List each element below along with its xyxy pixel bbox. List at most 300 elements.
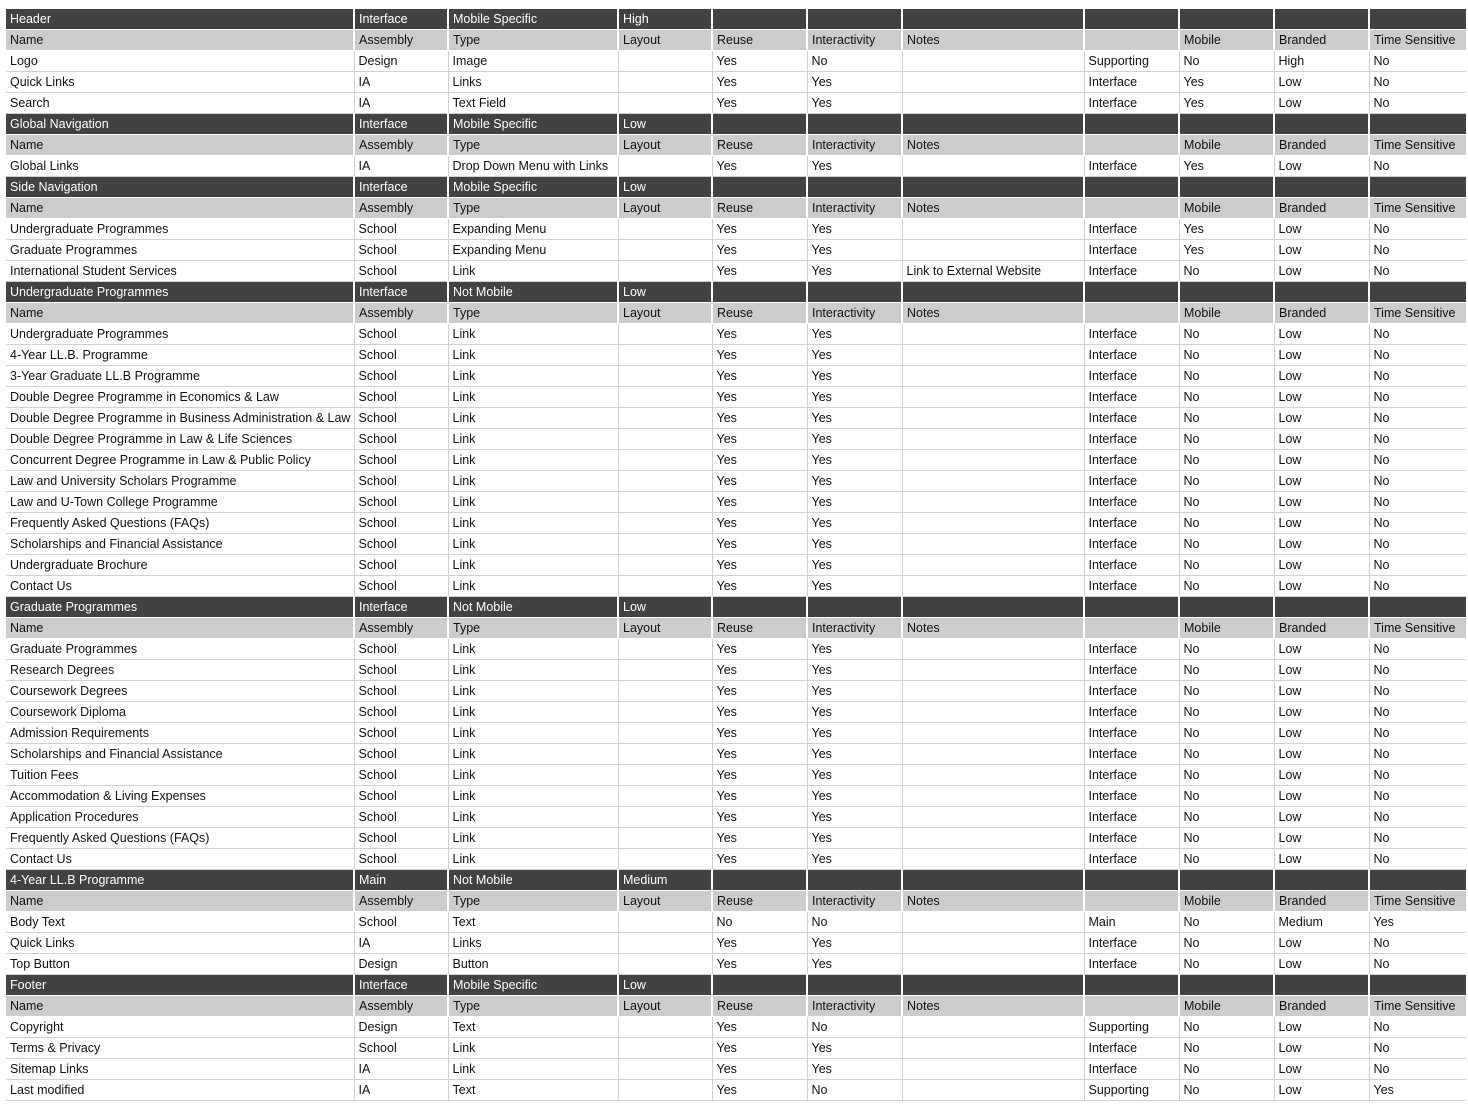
table-cell[interactable]: Yes bbox=[712, 576, 807, 597]
section-title-cell[interactable]: Low bbox=[618, 975, 712, 996]
table-cell[interactable]: Low bbox=[1274, 1017, 1369, 1038]
column-header-cell[interactable] bbox=[1084, 996, 1179, 1017]
column-header-cell[interactable]: Branded bbox=[1274, 30, 1369, 51]
table-cell[interactable]: Scholarships and Financial Assistance bbox=[6, 534, 354, 555]
column-header-cell[interactable]: Assembly bbox=[354, 135, 448, 156]
column-header-cell[interactable]: Layout bbox=[618, 198, 712, 219]
section-title-cell[interactable] bbox=[712, 282, 807, 303]
table-cell[interactable]: No bbox=[1179, 51, 1274, 72]
table-cell[interactable] bbox=[902, 1038, 1084, 1059]
table-cell[interactable]: IA bbox=[354, 72, 448, 93]
table-cell[interactable]: Yes bbox=[1179, 240, 1274, 261]
table-cell[interactable]: Interface bbox=[1084, 240, 1179, 261]
table-cell[interactable]: Yes bbox=[1179, 93, 1274, 114]
column-header-cell[interactable]: Assembly bbox=[354, 996, 448, 1017]
table-cell[interactable] bbox=[618, 471, 712, 492]
table-cell[interactable]: Supporting bbox=[1084, 1080, 1179, 1101]
table-cell[interactable]: No bbox=[1369, 324, 1466, 345]
table-cell[interactable]: Low bbox=[1274, 933, 1369, 954]
table-cell[interactable]: No bbox=[1179, 702, 1274, 723]
table-cell[interactable]: No bbox=[1179, 1017, 1274, 1038]
column-header-cell[interactable]: Time Sensitive bbox=[1369, 891, 1466, 912]
table-cell[interactable]: IA bbox=[354, 156, 448, 177]
section-title-cell[interactable]: Graduate Programmes bbox=[6, 597, 354, 618]
table-cell[interactable]: Design bbox=[354, 1017, 448, 1038]
table-cell[interactable]: Yes bbox=[712, 954, 807, 975]
table-cell[interactable]: Yes bbox=[712, 723, 807, 744]
section-title-cell[interactable]: Interface bbox=[354, 114, 448, 135]
table-cell[interactable]: Link bbox=[448, 408, 618, 429]
column-header-cell[interactable]: Interactivity bbox=[807, 891, 902, 912]
table-cell[interactable] bbox=[902, 555, 1084, 576]
table-cell[interactable]: Yes bbox=[807, 576, 902, 597]
table-cell[interactable] bbox=[902, 534, 1084, 555]
table-cell[interactable] bbox=[902, 240, 1084, 261]
table-cell[interactable]: Yes bbox=[712, 429, 807, 450]
table-cell[interactable] bbox=[902, 51, 1084, 72]
table-cell[interactable]: Yes bbox=[712, 828, 807, 849]
table-cell[interactable]: School bbox=[354, 471, 448, 492]
table-cell[interactable]: Yes bbox=[712, 471, 807, 492]
column-header-cell[interactable]: Interactivity bbox=[807, 135, 902, 156]
section-title-cell[interactable]: High bbox=[618, 9, 712, 30]
table-cell[interactable]: Link bbox=[448, 387, 618, 408]
table-cell[interactable]: Yes bbox=[712, 702, 807, 723]
column-header-cell[interactable]: Branded bbox=[1274, 891, 1369, 912]
column-header-cell[interactable]: Notes bbox=[902, 135, 1084, 156]
table-cell[interactable]: Law and U-Town College Programme bbox=[6, 492, 354, 513]
table-cell[interactable] bbox=[618, 1038, 712, 1059]
table-cell[interactable]: Yes bbox=[807, 765, 902, 786]
section-title-cell[interactable] bbox=[1179, 282, 1274, 303]
table-cell[interactable]: Supporting bbox=[1084, 1017, 1179, 1038]
section-title-cell[interactable]: Not Mobile bbox=[448, 282, 618, 303]
table-cell[interactable] bbox=[902, 765, 1084, 786]
section-title-cell[interactable]: Header bbox=[6, 9, 354, 30]
table-cell[interactable]: Yes bbox=[1179, 156, 1274, 177]
table-cell[interactable]: No bbox=[1369, 660, 1466, 681]
table-cell[interactable]: School bbox=[354, 639, 448, 660]
table-cell[interactable]: No bbox=[1369, 387, 1466, 408]
table-cell[interactable]: Coursework Degrees bbox=[6, 681, 354, 702]
table-cell[interactable]: Scholarships and Financial Assistance bbox=[6, 744, 354, 765]
table-cell[interactable]: Yes bbox=[712, 681, 807, 702]
table-cell[interactable]: IA bbox=[354, 1059, 448, 1080]
column-header-cell[interactable]: Reuse bbox=[712, 996, 807, 1017]
table-cell[interactable]: Link bbox=[448, 786, 618, 807]
table-cell[interactable] bbox=[902, 471, 1084, 492]
column-header-cell[interactable]: Type bbox=[448, 135, 618, 156]
table-cell[interactable]: Yes bbox=[807, 513, 902, 534]
table-cell[interactable] bbox=[618, 849, 712, 870]
table-cell[interactable]: School bbox=[354, 723, 448, 744]
table-cell[interactable]: No bbox=[1369, 723, 1466, 744]
column-header-cell[interactable]: Assembly bbox=[354, 30, 448, 51]
table-cell[interactable]: Top Button bbox=[6, 954, 354, 975]
column-header-cell[interactable]: Mobile bbox=[1179, 30, 1274, 51]
table-cell[interactable]: No bbox=[1369, 156, 1466, 177]
table-cell[interactable]: No bbox=[807, 912, 902, 933]
table-cell[interactable]: Interface bbox=[1084, 513, 1179, 534]
table-cell[interactable]: No bbox=[1369, 933, 1466, 954]
table-cell[interactable]: Interface bbox=[1084, 849, 1179, 870]
table-cell[interactable]: Links bbox=[448, 72, 618, 93]
section-title-cell[interactable]: Mobile Specific bbox=[448, 975, 618, 996]
section-title-cell[interactable] bbox=[1369, 114, 1466, 135]
section-title-cell[interactable]: Main bbox=[354, 870, 448, 891]
column-header-cell[interactable]: Name bbox=[6, 30, 354, 51]
table-cell[interactable]: Text bbox=[448, 1017, 618, 1038]
column-header-cell[interactable]: Branded bbox=[1274, 618, 1369, 639]
section-title-cell[interactable] bbox=[712, 597, 807, 618]
table-cell[interactable]: Low bbox=[1274, 1059, 1369, 1080]
table-cell[interactable] bbox=[902, 639, 1084, 660]
table-cell[interactable]: No bbox=[1369, 366, 1466, 387]
table-cell[interactable]: Yes bbox=[712, 366, 807, 387]
table-cell[interactable]: Low bbox=[1274, 723, 1369, 744]
table-cell[interactable]: Low bbox=[1274, 786, 1369, 807]
column-header-cell[interactable] bbox=[1084, 30, 1179, 51]
section-title-cell[interactable]: Undergraduate Programmes bbox=[6, 282, 354, 303]
section-title-cell[interactable] bbox=[1179, 597, 1274, 618]
table-cell[interactable]: Medium bbox=[1274, 912, 1369, 933]
table-cell[interactable]: Link bbox=[448, 765, 618, 786]
section-title-cell[interactable]: 4-Year LL.B Programme bbox=[6, 870, 354, 891]
column-header-cell[interactable]: Branded bbox=[1274, 135, 1369, 156]
table-cell[interactable]: No bbox=[1369, 219, 1466, 240]
table-cell[interactable]: No bbox=[1179, 366, 1274, 387]
table-cell[interactable]: Yes bbox=[712, 660, 807, 681]
table-cell[interactable]: Text bbox=[448, 1080, 618, 1101]
table-cell[interactable]: Yes bbox=[807, 639, 902, 660]
table-cell[interactable]: No bbox=[1179, 660, 1274, 681]
table-cell[interactable]: Yes bbox=[807, 1038, 902, 1059]
table-cell[interactable]: No bbox=[1369, 240, 1466, 261]
column-header-cell[interactable]: Layout bbox=[618, 891, 712, 912]
section-title-cell[interactable] bbox=[902, 9, 1084, 30]
section-title-cell[interactable] bbox=[807, 9, 902, 30]
section-title-cell[interactable] bbox=[712, 870, 807, 891]
section-title-cell[interactable] bbox=[1274, 9, 1369, 30]
section-title-cell[interactable] bbox=[807, 597, 902, 618]
table-cell[interactable] bbox=[902, 1017, 1084, 1038]
table-cell[interactable] bbox=[618, 513, 712, 534]
table-cell[interactable] bbox=[618, 786, 712, 807]
table-cell[interactable]: Application Procedures bbox=[6, 807, 354, 828]
table-cell[interactable]: No bbox=[1179, 408, 1274, 429]
table-cell[interactable]: Interface bbox=[1084, 702, 1179, 723]
table-cell[interactable]: No bbox=[1179, 261, 1274, 282]
table-cell[interactable]: Low bbox=[1274, 450, 1369, 471]
table-cell[interactable]: Yes bbox=[807, 345, 902, 366]
column-header-cell[interactable]: Name bbox=[6, 891, 354, 912]
table-cell[interactable]: No bbox=[1369, 555, 1466, 576]
section-title-cell[interactable]: Low bbox=[618, 597, 712, 618]
section-title-cell[interactable]: Low bbox=[618, 282, 712, 303]
table-cell[interactable]: School bbox=[354, 345, 448, 366]
table-cell[interactable]: No bbox=[1369, 51, 1466, 72]
table-cell[interactable]: No bbox=[1369, 1038, 1466, 1059]
table-cell[interactable]: Quick Links bbox=[6, 933, 354, 954]
table-cell[interactable]: Link bbox=[448, 492, 618, 513]
table-cell[interactable]: Link bbox=[448, 471, 618, 492]
table-cell[interactable]: No bbox=[1369, 744, 1466, 765]
table-cell[interactable]: Yes bbox=[712, 1080, 807, 1101]
table-cell[interactable]: Copyright bbox=[6, 1017, 354, 1038]
column-header-cell[interactable]: Mobile bbox=[1179, 135, 1274, 156]
table-cell[interactable]: Low bbox=[1274, 324, 1369, 345]
column-header-cell[interactable]: Assembly bbox=[354, 618, 448, 639]
table-cell[interactable]: Global Links bbox=[6, 156, 354, 177]
table-cell[interactable]: Double Degree Programme in Business Administration & Law bbox=[6, 408, 354, 429]
table-cell[interactable]: Low bbox=[1274, 345, 1369, 366]
column-header-cell[interactable]: Mobile bbox=[1179, 891, 1274, 912]
section-title-cell[interactable] bbox=[1369, 870, 1466, 891]
table-cell[interactable]: Expanding Menu bbox=[448, 219, 618, 240]
table-cell[interactable]: Yes bbox=[712, 807, 807, 828]
table-cell[interactable]: Yes bbox=[712, 786, 807, 807]
table-cell[interactable]: Links bbox=[448, 933, 618, 954]
table-cell[interactable] bbox=[902, 1080, 1084, 1101]
table-cell[interactable]: Yes bbox=[807, 492, 902, 513]
column-header-cell[interactable]: Interactivity bbox=[807, 198, 902, 219]
column-header-cell[interactable]: Assembly bbox=[354, 198, 448, 219]
table-cell[interactable]: Design bbox=[354, 51, 448, 72]
column-header-cell[interactable] bbox=[1084, 891, 1179, 912]
section-title-cell[interactable]: Not Mobile bbox=[448, 597, 618, 618]
table-cell[interactable]: No bbox=[1179, 849, 1274, 870]
table-cell[interactable]: Link bbox=[448, 555, 618, 576]
table-cell[interactable]: Yes bbox=[807, 681, 902, 702]
section-title-cell[interactable]: Interface bbox=[354, 177, 448, 198]
table-cell[interactable]: Interface bbox=[1084, 555, 1179, 576]
table-cell[interactable]: Yes bbox=[807, 156, 902, 177]
section-title-cell[interactable] bbox=[1274, 282, 1369, 303]
table-cell[interactable] bbox=[618, 51, 712, 72]
table-cell[interactable]: Interface bbox=[1084, 828, 1179, 849]
table-cell[interactable]: Yes bbox=[807, 1059, 902, 1080]
table-cell[interactable] bbox=[618, 324, 712, 345]
table-cell[interactable] bbox=[618, 723, 712, 744]
table-cell[interactable]: Frequently Asked Questions (FAQs) bbox=[6, 513, 354, 534]
table-cell[interactable] bbox=[902, 219, 1084, 240]
table-cell[interactable]: Yes bbox=[712, 324, 807, 345]
table-cell[interactable]: Yes bbox=[807, 261, 902, 282]
section-title-cell[interactable] bbox=[1369, 9, 1466, 30]
column-header-cell[interactable]: Time Sensitive bbox=[1369, 135, 1466, 156]
section-title-cell[interactable] bbox=[712, 975, 807, 996]
column-header-cell[interactable]: Interactivity bbox=[807, 618, 902, 639]
table-cell[interactable]: No bbox=[1369, 786, 1466, 807]
table-cell[interactable] bbox=[618, 345, 712, 366]
table-cell[interactable]: No bbox=[1179, 639, 1274, 660]
column-header-cell[interactable] bbox=[1084, 618, 1179, 639]
column-header-cell[interactable]: Branded bbox=[1274, 303, 1369, 324]
table-cell[interactable]: Yes bbox=[1179, 219, 1274, 240]
column-header-cell[interactable]: Layout bbox=[618, 618, 712, 639]
table-cell[interactable]: School bbox=[354, 555, 448, 576]
table-cell[interactable]: International Student Services bbox=[6, 261, 354, 282]
table-cell[interactable]: Link bbox=[448, 702, 618, 723]
table-cell[interactable]: Low bbox=[1274, 408, 1369, 429]
table-cell[interactable]: No bbox=[1179, 1038, 1274, 1059]
table-cell[interactable]: Low bbox=[1274, 681, 1369, 702]
table-cell[interactable]: Yes bbox=[807, 324, 902, 345]
table-cell[interactable]: Sitemap Links bbox=[6, 1059, 354, 1080]
table-cell[interactable]: Interface bbox=[1084, 408, 1179, 429]
column-header-cell[interactable]: Reuse bbox=[712, 30, 807, 51]
table-cell[interactable]: IA bbox=[354, 93, 448, 114]
table-cell[interactable]: Interface bbox=[1084, 1059, 1179, 1080]
table-cell[interactable]: Terms & Privacy bbox=[6, 1038, 354, 1059]
section-title-cell[interactable] bbox=[1084, 9, 1179, 30]
table-cell[interactable] bbox=[618, 366, 712, 387]
table-cell[interactable] bbox=[902, 849, 1084, 870]
table-cell[interactable]: Yes bbox=[712, 1059, 807, 1080]
column-header-cell[interactable]: Name bbox=[6, 303, 354, 324]
table-cell[interactable]: Link bbox=[448, 366, 618, 387]
table-cell[interactable] bbox=[902, 366, 1084, 387]
table-cell[interactable]: No bbox=[1179, 807, 1274, 828]
table-cell[interactable]: School bbox=[354, 492, 448, 513]
table-cell[interactable]: Interface bbox=[1084, 366, 1179, 387]
table-cell[interactable]: No bbox=[1369, 954, 1466, 975]
table-cell[interactable]: Interface bbox=[1084, 450, 1179, 471]
column-header-cell[interactable]: Time Sensitive bbox=[1369, 303, 1466, 324]
table-cell[interactable] bbox=[902, 72, 1084, 93]
table-cell[interactable]: School bbox=[354, 534, 448, 555]
table-cell[interactable]: Low bbox=[1274, 660, 1369, 681]
table-cell[interactable]: Contact Us bbox=[6, 576, 354, 597]
table-cell[interactable]: Law and University Scholars Programme bbox=[6, 471, 354, 492]
section-title-cell[interactable] bbox=[712, 114, 807, 135]
table-cell[interactable]: No bbox=[1369, 765, 1466, 786]
column-header-cell[interactable]: Layout bbox=[618, 30, 712, 51]
table-cell[interactable]: Yes bbox=[712, 408, 807, 429]
column-header-cell[interactable]: Type bbox=[448, 30, 618, 51]
table-cell[interactable] bbox=[902, 912, 1084, 933]
column-header-cell[interactable]: Name bbox=[6, 996, 354, 1017]
table-cell[interactable]: Low bbox=[1274, 1038, 1369, 1059]
section-title-cell[interactable] bbox=[1274, 870, 1369, 891]
table-cell[interactable]: School bbox=[354, 324, 448, 345]
table-cell[interactable]: IA bbox=[354, 933, 448, 954]
column-header-cell[interactable]: Name bbox=[6, 618, 354, 639]
column-header-cell[interactable]: Time Sensitive bbox=[1369, 30, 1466, 51]
table-cell[interactable]: No bbox=[1179, 933, 1274, 954]
table-cell[interactable]: Low bbox=[1274, 513, 1369, 534]
table-cell[interactable]: Yes bbox=[807, 366, 902, 387]
table-cell[interactable]: No bbox=[1369, 471, 1466, 492]
table-cell[interactable]: Yes bbox=[712, 93, 807, 114]
table-cell[interactable]: Yes bbox=[807, 534, 902, 555]
table-cell[interactable]: Yes bbox=[807, 240, 902, 261]
table-cell[interactable]: No bbox=[1369, 492, 1466, 513]
table-cell[interactable]: No bbox=[1179, 345, 1274, 366]
section-title-cell[interactable] bbox=[1179, 870, 1274, 891]
table-cell[interactable]: No bbox=[1369, 576, 1466, 597]
section-title-cell[interactable]: Global Navigation bbox=[6, 114, 354, 135]
section-title-cell[interactable]: Footer bbox=[6, 975, 354, 996]
table-cell[interactable] bbox=[618, 240, 712, 261]
table-cell[interactable]: Tuition Fees bbox=[6, 765, 354, 786]
table-cell[interactable]: School bbox=[354, 786, 448, 807]
table-cell[interactable] bbox=[618, 555, 712, 576]
table-cell[interactable] bbox=[618, 261, 712, 282]
table-cell[interactable]: Low bbox=[1274, 807, 1369, 828]
table-cell[interactable]: Double Degree Programme in Economics & Law bbox=[6, 387, 354, 408]
table-cell[interactable]: Design bbox=[354, 954, 448, 975]
column-header-cell[interactable]: Reuse bbox=[712, 618, 807, 639]
table-cell[interactable]: Interface bbox=[1084, 492, 1179, 513]
table-cell[interactable]: Link bbox=[448, 1059, 618, 1080]
table-cell[interactable]: Expanding Menu bbox=[448, 240, 618, 261]
table-cell[interactable]: No bbox=[1179, 450, 1274, 471]
table-cell[interactable] bbox=[618, 954, 712, 975]
column-header-cell[interactable] bbox=[1084, 303, 1179, 324]
table-cell[interactable]: Yes bbox=[712, 639, 807, 660]
section-title-cell[interactable] bbox=[1084, 597, 1179, 618]
table-cell[interactable] bbox=[618, 450, 712, 471]
table-cell[interactable] bbox=[618, 387, 712, 408]
table-cell[interactable] bbox=[618, 93, 712, 114]
table-cell[interactable]: Low bbox=[1274, 849, 1369, 870]
column-header-cell[interactable]: Branded bbox=[1274, 198, 1369, 219]
table-cell[interactable]: Yes bbox=[712, 492, 807, 513]
table-cell[interactable]: Yes bbox=[807, 723, 902, 744]
table-cell[interactable]: School bbox=[354, 408, 448, 429]
column-header-cell[interactable]: Interactivity bbox=[807, 30, 902, 51]
table-cell[interactable]: Last modified bbox=[6, 1080, 354, 1101]
table-cell[interactable] bbox=[618, 72, 712, 93]
table-cell[interactable]: Admission Requirements bbox=[6, 723, 354, 744]
table-cell[interactable]: School bbox=[354, 219, 448, 240]
column-header-cell[interactable]: Notes bbox=[902, 618, 1084, 639]
table-cell[interactable] bbox=[618, 492, 712, 513]
column-header-cell[interactable]: Type bbox=[448, 198, 618, 219]
section-title-cell[interactable]: Interface bbox=[354, 975, 448, 996]
table-cell[interactable] bbox=[618, 681, 712, 702]
section-title-cell[interactable] bbox=[902, 597, 1084, 618]
table-cell[interactable]: Yes bbox=[807, 219, 902, 240]
table-cell[interactable]: Low bbox=[1274, 366, 1369, 387]
table-cell[interactable]: No bbox=[1179, 555, 1274, 576]
column-header-cell[interactable]: Layout bbox=[618, 996, 712, 1017]
table-cell[interactable]: School bbox=[354, 744, 448, 765]
table-cell[interactable]: Interface bbox=[1084, 576, 1179, 597]
table-cell[interactable]: Yes bbox=[807, 387, 902, 408]
section-title-cell[interactable] bbox=[1369, 975, 1466, 996]
column-header-cell[interactable]: Notes bbox=[902, 303, 1084, 324]
column-header-cell[interactable]: Type bbox=[448, 618, 618, 639]
table-cell[interactable]: Yes bbox=[712, 240, 807, 261]
table-cell[interactable]: Link bbox=[448, 429, 618, 450]
column-header-cell[interactable]: Assembly bbox=[354, 891, 448, 912]
table-cell[interactable]: No bbox=[1369, 261, 1466, 282]
table-cell[interactable]: No bbox=[1179, 429, 1274, 450]
section-title-cell[interactable] bbox=[1369, 597, 1466, 618]
table-cell[interactable]: No bbox=[1179, 534, 1274, 555]
table-cell[interactable]: School bbox=[354, 912, 448, 933]
section-title-cell[interactable]: Medium bbox=[618, 870, 712, 891]
table-cell[interactable]: Link bbox=[448, 513, 618, 534]
table-cell[interactable]: School bbox=[354, 450, 448, 471]
table-cell[interactable]: No bbox=[1369, 408, 1466, 429]
table-cell[interactable]: School bbox=[354, 807, 448, 828]
table-cell[interactable]: No bbox=[1369, 429, 1466, 450]
table-cell[interactable]: Low bbox=[1274, 219, 1369, 240]
table-cell[interactable]: Yes bbox=[807, 807, 902, 828]
